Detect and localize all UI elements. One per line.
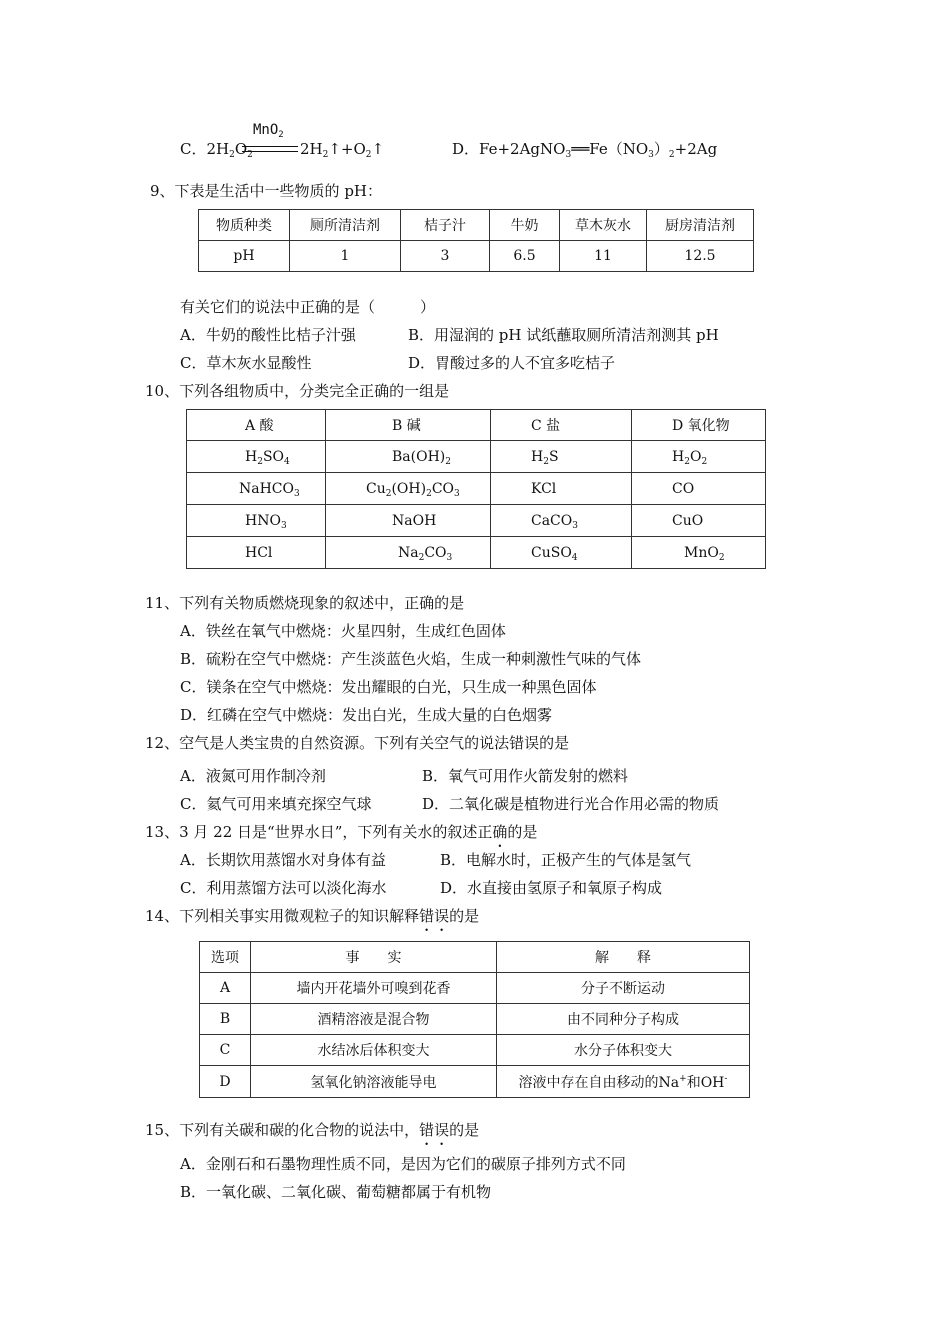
q9-option-c: C．草木灰水显酸性 — [180, 354, 312, 372]
q9-cell: 1 — [290, 241, 401, 272]
q11-option-c: C．镁条在空气中燃烧：发出耀眼的白光，只生成一种黑色固体 — [180, 678, 597, 696]
q8-option-c: C．$2H_2O_2$ — [180, 140, 253, 160]
q9-cell: 3 — [401, 241, 490, 272]
q10-header: D 氧化物 — [632, 410, 766, 441]
q8-reaction-bar — [242, 146, 298, 152]
q10-cell: CuO — [632, 505, 766, 537]
q11-option-d: D．红磷在空气中燃烧：发出白光，生成大量的白色烟雾 — [180, 706, 553, 724]
q14-header: 解 释 — [497, 942, 750, 973]
q14-cell: D — [200, 1066, 251, 1098]
q9-header: 草木灰水 — [560, 210, 647, 241]
q10-cell: $Na_2CO_3$ — [326, 537, 491, 569]
q10-header: A 酸 — [187, 410, 326, 441]
q10-header: B 碱 — [326, 410, 491, 441]
q14-explanation-table — [199, 941, 750, 1098]
q13-option-a: A．长期饮用蒸馏水对身体有益 — [180, 851, 386, 869]
q11-stem: 11、下列有关物质燃烧现象的叙述中，正确的是 — [145, 594, 465, 612]
q9-option-a: A．牛奶的酸性比桔子汁强 — [180, 326, 356, 344]
q9-option-d: D．胃酸过多的人不宜多吃桔子 — [408, 354, 616, 372]
q10-cell: $H_2O_2$ — [632, 441, 766, 473]
q10-cell: $HNO_3$ — [187, 505, 326, 537]
q9-header: 物质种类 — [199, 210, 290, 241]
q14-cell: A — [200, 973, 251, 1004]
q9-ph-table — [198, 209, 754, 272]
q13-option-d: D．水直接由氢原子和氧原子构成 — [440, 879, 663, 897]
q14-cell: 水结冰后体积变大 — [251, 1035, 497, 1066]
q12-option-b: B．氧气可用作火箭发射的燃料 — [422, 767, 629, 785]
q14-header: 事 实 — [251, 942, 497, 973]
q15-option-b: B．一氧化碳、二氧化碳、葡萄糖都属于有机物 — [180, 1183, 492, 1201]
q14-stem: 14、下列相关事实用微观粒子的知识解释错误的是 — [145, 907, 480, 925]
q10-cell: CO — [632, 473, 766, 505]
q8-option-c-products: $2H_2↑+O_2↑$ — [300, 140, 385, 160]
q15-option-a: A．金刚石和石墨物理性质不同，是因为它们的碳原子排列方式不同 — [180, 1155, 626, 1173]
q12-option-a: A．液氮可用作制冷剂 — [180, 767, 326, 785]
q9-option-b: B．用湿润的 pH 试纸蘸取厕所清洁剂测其 pH — [408, 326, 719, 344]
q12-option-c: C．氦气可用来填充探空气球 — [180, 795, 372, 813]
q9-stem: 9、下表是生活中一些物质的 pH： — [150, 182, 382, 200]
q10-cell: $Ba(OH)_2$ — [326, 441, 491, 473]
q14-cell: C — [200, 1035, 251, 1066]
q10-cell: CaCO$_3$ — [491, 505, 632, 537]
q11-option-a: A．铁丝在氧气中燃烧：火星四射，生成红色固体 — [180, 622, 506, 640]
q9-question: 有关它们的说法中正确的是（ ） — [180, 298, 436, 316]
q14-cell: 水分子体积变大 — [497, 1035, 750, 1066]
q14-cell: B — [200, 1004, 251, 1035]
q8-catalyst-label: MnO$_2$ — [253, 122, 284, 140]
q13-stem: 13、3 月 22 日是“世界水日”，下列有关水的叙述正确的是 — [145, 823, 538, 841]
q14-cell: 分子不断运动 — [497, 973, 750, 1004]
q10-cell: $H_2SO_4$ — [187, 441, 326, 473]
q11-option-b: B．硫粉在空气中燃烧：产生淡蓝色火焰，生成一种刺激性气味的气体 — [180, 650, 642, 668]
q9-header: 厨房清洁剂 — [647, 210, 754, 241]
q13-option-b: B．电解水时，正极产生的气体是氢气 — [440, 851, 692, 869]
q9-cell: pH — [199, 241, 290, 272]
q9-cell: 12.5 — [647, 241, 754, 272]
q12-option-d: D．二氧化碳是植物进行光合作用必需的物质 — [422, 795, 720, 813]
q10-cell: $H_2S$ — [491, 441, 632, 473]
q8-option-d: D．$Fe+2AgNO_3══Fe(NO_3)_2+2Ag$ — [452, 140, 718, 160]
q13-option-c: C．利用蒸馏方法可以淡化海水 — [180, 879, 387, 897]
q14-cell: 墙内开花墙外可嗅到花香 — [251, 973, 497, 1004]
q10-classification-table — [186, 409, 766, 569]
q14-cell: 溶液中存在自由移动的Na+和OH- — [497, 1066, 750, 1098]
q15-stem: 15、下列有关碳和碳的化合物的说法中，错误的是 — [145, 1121, 480, 1139]
q10-cell: MnO$_2$ — [632, 537, 766, 569]
q10-cell: CuSO$_4$ — [491, 537, 632, 569]
q12-stem: 12、空气是人类宝贵的自然资源。下列有关空气的说法错误的是 — [145, 734, 570, 752]
q10-cell: NaOH — [326, 505, 491, 537]
q10-stem: 10、下列各组物质中，分类完全正确的一组是 — [145, 382, 450, 400]
q9-header: 牛奶 — [490, 210, 560, 241]
q10-header: C 盐 — [491, 410, 632, 441]
q9-cell: 6.5 — [490, 241, 560, 272]
q9-header: 桔子汁 — [401, 210, 490, 241]
q14-header: 选项 — [200, 942, 251, 973]
q10-cell: KCl — [491, 473, 632, 505]
q9-header: 厕所清洁剂 — [290, 210, 401, 241]
q14-cell: 由不同种分子构成 — [497, 1004, 750, 1035]
q14-cell: 酒精溶液是混合物 — [251, 1004, 497, 1035]
q10-cell: NaHCO$_3$ — [187, 473, 326, 505]
q10-cell: HCl — [187, 537, 326, 569]
q9-cell: 11 — [560, 241, 647, 272]
q14-cell: 氢氧化钠溶液能导电 — [251, 1066, 497, 1098]
q10-cell: $Cu_2(OH)_2CO_3$ — [326, 473, 491, 505]
